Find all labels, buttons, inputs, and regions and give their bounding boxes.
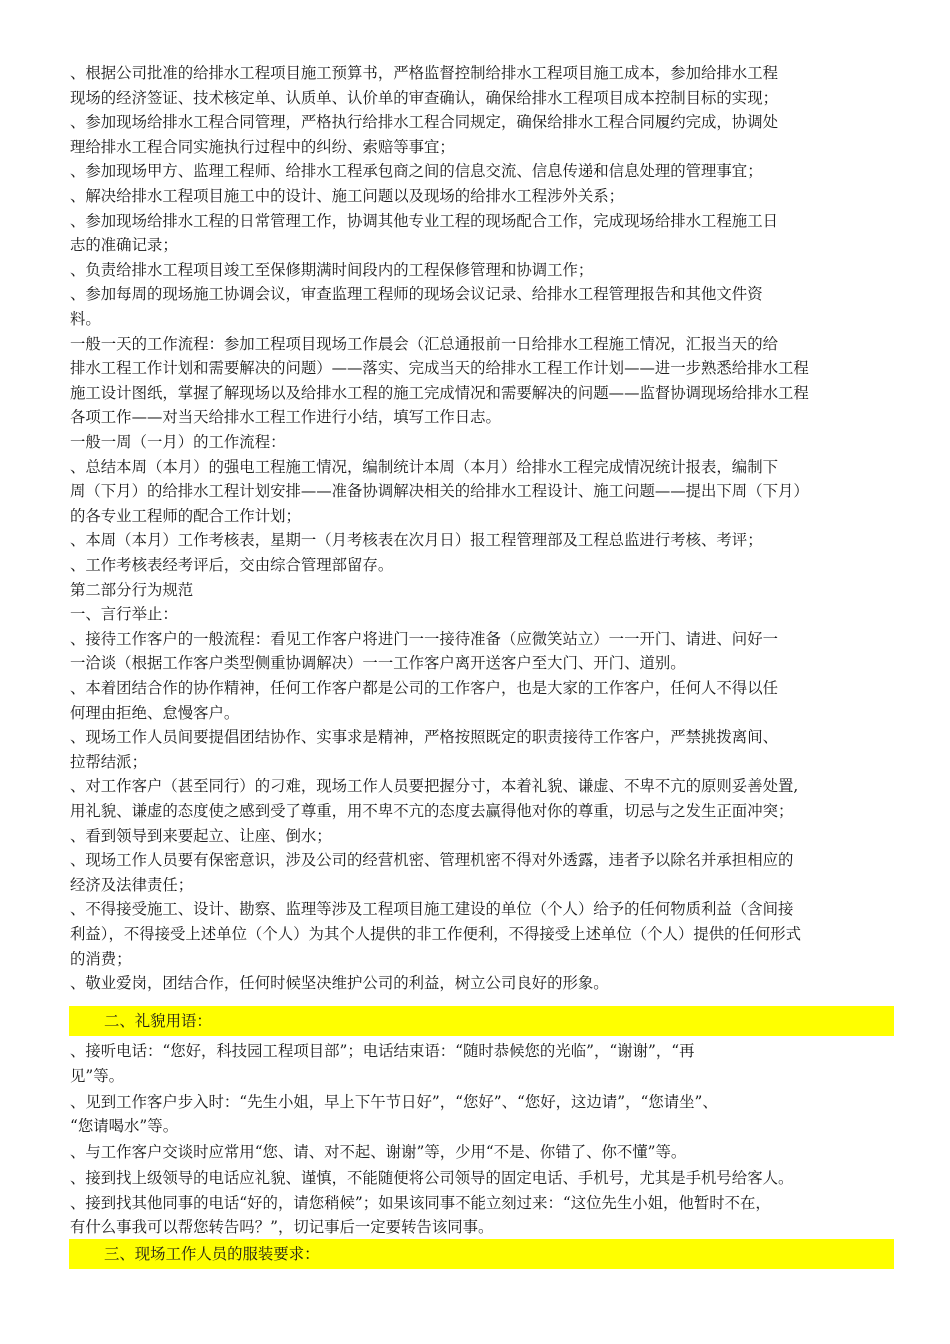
section-heading-dress-code: 三、现场工作人员的服装要求： [104,1245,320,1263]
paragraph-line: 、参加每周的现场施工协调会议，审查监理工程师的现场会议记录、给排水工程管理报告和其他文件资 [70,285,763,304]
paragraph [70,824,894,849]
paragraph-line: 、接到找其他同事的电话“好的，请您稍候”；如果该同事不能立刻过来：“这位先生小姐，他暂时不在， [70,1193,771,1212]
paragraph [70,897,894,971]
paragraph-line: 、与工作客户交谈时应常用“您、请、对不起、谢谢”等，少用“不是、你错了、你不懂”等。 [70,1143,687,1162]
paragraph [70,258,894,283]
paragraph [70,725,894,774]
paragraph [70,1140,894,1165]
paragraph-line: 利益），不得接受上述单位（个人）为其个人提供的非工作便利，不得接受上述单位（个人）提供的任何形式 [70,924,802,943]
paragraph-line: 有什么事我可以帮您转告吗？”，切记事后一定要转告该同事。 [70,1218,494,1237]
paragraph [70,1166,894,1191]
paragraph [70,61,894,110]
paragraph [70,528,894,553]
paragraph [70,282,894,331]
paragraph [70,1039,894,1088]
paragraph-line: 、参加现场给排水工程的日常管理工作，协调其他专业工程的现场配合工作，完成现场给排水工程施工日 [70,211,778,230]
paragraph-line: 、本周（本月）工作考核表，星期一（月考核表在次月日）报工程管理部及工程总监进行考核、考评； [70,531,763,550]
paragraph [70,110,894,159]
paragraph-line: 一般一周（一月）的工作流程： [70,433,286,451]
paragraph-line: 、见到工作客户步入时：“先生小姐，早上下午节日好”，“您好”、“您好，这边请”，“您请坐”、 [70,1092,718,1111]
paragraph-line: 一、言行举止： [70,605,178,624]
paragraph-line: 料。 [70,309,101,328]
paragraph-line: 、工作考核表经考评后，交由综合管理部留存。 [70,556,394,574]
paragraph-line: 各项工作——对当天给排水工程工作进行小结，填写工作日志。 [70,408,501,427]
paragraph-line: 、总结本周（本月）的强电工程施工情况，编制统计本周（本月）给排水工程完成情况统计报表，编制下 [70,457,778,476]
paragraph-line: 拉帮结派； [70,752,147,771]
paragraph-line: 周（下月）的给排水工程计划安排——准备协调解决相关的给排水工程设计、施工问题——提出下周（下月） [70,482,809,501]
paragraph-line: 、本着团结合作的协作精神，任何工作客户都是公司的工作客户，也是大家的工作客户，任何人不得以任 [70,679,778,697]
paragraph [70,774,894,823]
paragraph-line: 何理由拒绝、怠慢客户。 [70,703,240,722]
paragraph-line: “您请喝水”等。 [70,1117,179,1136]
paragraph-line: 、对工作客户（甚至同行）的刁难，现场工作人员要把握分寸，本着礼貌、谦虚、不卑不亢的原则妥善处置, [70,777,799,796]
paragraph-line: 、不得接受施工、设计、勘察、监理等涉及工程项目施工建设的单位（个人）给予的任何物质利益（含间接 [70,900,794,919]
paragraph [70,332,894,430]
paragraph [70,209,894,258]
paragraph [70,602,894,627]
section-heading-courtesy: 二、礼貌用语： [104,1012,212,1030]
paragraph-line: 、现场工作人员要有保密意识，涉及公司的经营机密、管理机密不得对外透露，违者予以除名并承担相应的 [70,851,794,870]
paragraph-line: 一洽谈（根据工作客户类型侧重协调解决）一一工作客户离开送客户至大门、开门、道别。 [70,654,686,673]
paragraph [70,159,894,184]
paragraph [70,184,894,209]
paragraph [70,1090,894,1139]
paragraph [70,1191,894,1240]
paragraph-line: 、负责给排水工程项目竣工至保修期满时间段内的工程保修管理和协调工作； [70,260,594,279]
paragraph-line: 志的准确记录； [70,236,178,255]
paragraph [70,553,894,578]
paragraph [70,578,894,603]
paragraph-line: 经济及法律责任； [70,875,194,894]
paragraph [70,848,894,897]
paragraph-line: 的各专业工程师的配合工作计划； [70,506,301,525]
paragraph-line: 、根据公司批准的给排水工程项目施工预算书，严格监督控制给排水工程项目施工成本，参加给排水工程 [70,64,778,82]
paragraph-line: 、参加现场给排水工程合同管理，严格执行给排水工程合同规定，确保给排水工程合同履约完成，协调处 [70,113,778,132]
paragraph-line: 、参加现场甲方、监理工程师、给排水工程承包商之间的信息交流、信息传递和信息处理的管理事宜； [70,162,763,181]
paragraph [70,627,894,676]
paragraph [70,971,894,996]
paragraph-line: 排水工程工作计划和需要解决的问题）——落实、完成当天的给排水工程工作计划——进一步熟悉给排水工程 [70,359,809,378]
paragraph-line: 一般一天的工作流程：参加工程项目现场工作晨会（汇总通报前一日给排水工程施工情况，汇报当天的给 [70,334,778,353]
paragraph-line: 用礼貌、谦虚的态度使之感到受了尊重，用不卑不亢的态度去赢得他对你的尊重，切忌与之发生正面冲突； [70,801,794,820]
paragraph-line: 、看到领导到来要起立、让座、倒水； [70,826,332,845]
paragraph-line: 、敬业爱岗，团结合作，任何时候坚决维护公司的利益，树立公司良好的形象。 [70,974,609,993]
paragraph-line: 、解决给排水工程项目施工中的设计、施工问题以及现场的给排水工程涉外关系； [70,187,625,205]
paragraph [70,455,894,529]
paragraph-line: 、接到找上级领导的电话应礼貌、谨慎，不能随便将公司领导的固定电话、手机号，尤其是手机号给客人。 [70,1168,794,1187]
paragraph [70,430,894,455]
paragraph-line: 、接待工作客户的一般流程：看见工作客户将进门一一接待准备（应微笑站立）一一开门、请进、问好一 [70,629,778,648]
paragraph-line: 第二部分行为规范 [70,580,194,599]
paragraph-line: 现场的经济签证、技术核定单、认质单、认价单的审查确认，确保给排水工程项目成本控制目标的实现； [70,88,778,107]
paragraph-line: 见”等。 [70,1066,125,1085]
paragraph-line: 理给排水工程合同实施执行过程中的纠纷、索赔等事宜； [70,137,455,156]
paragraph-line: 、接听电话：“您好，科技园工程项目部”；电话结束语：“随时恭候您的光临”，“谢谢”，“再 [70,1042,695,1060]
paragraph-line: 、现场工作人员间要提倡团结协作、实事求是精神，严格按照既定的职责接待工作客户，严禁挑拨离间、 [70,728,778,747]
paragraph-line: 的消费； [70,949,132,968]
paragraph-line: 施工设计图纸，掌握了解现场以及给排水工程的施工完成情况和需要解决的问题——监督协调现场给排水工程 [70,383,809,402]
paragraph [70,676,894,725]
